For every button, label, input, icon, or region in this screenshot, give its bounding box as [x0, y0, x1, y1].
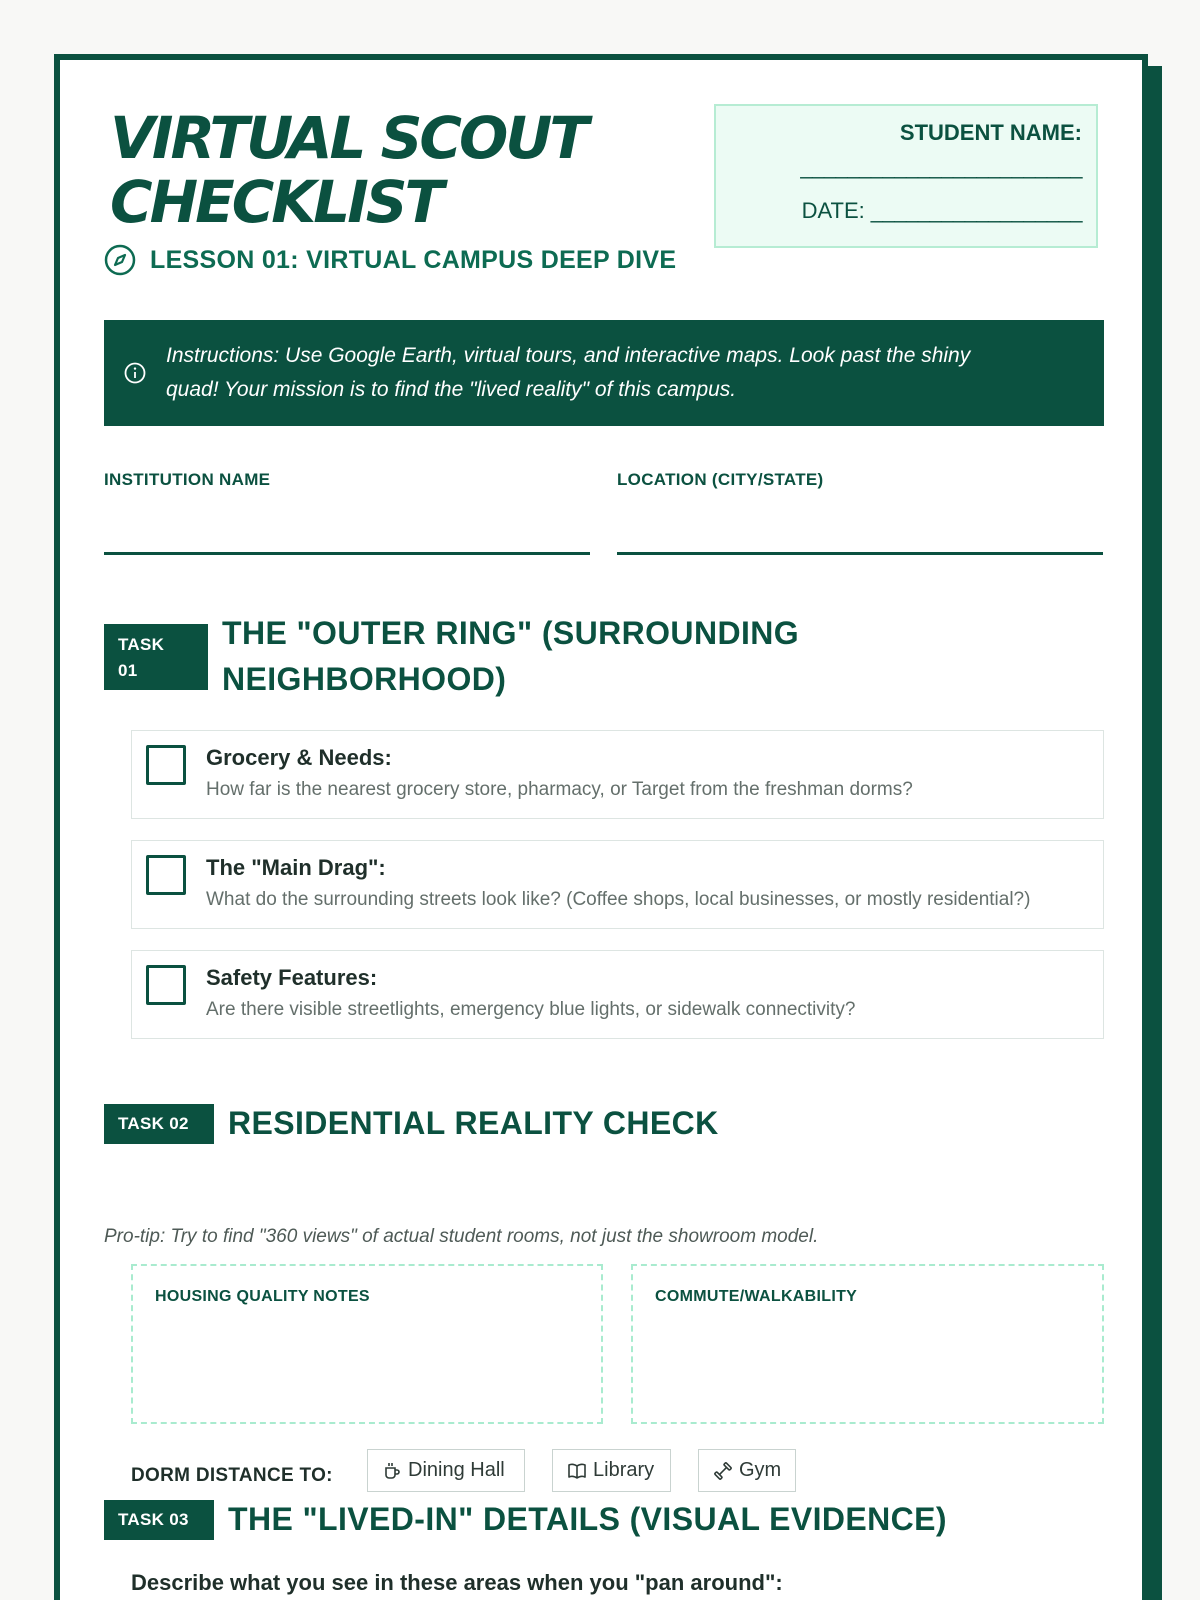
worksheet — [54, 54, 1148, 1600]
student-name-label: STUDENT NAME: — [899, 120, 1082, 145]
task-03-instruction: Describe what you see in these areas when you "pan around": — [131, 1570, 783, 1595]
task-01-badge-line-2: 01 — [118, 661, 138, 680]
location-label: LOCATION (CITY/STATE) — [617, 470, 824, 489]
checklist-item-grocery — [131, 730, 1104, 819]
chip-label: Dining Hall — [408, 1459, 505, 1481]
title-line-2: CHECKLIST — [110, 168, 442, 236]
dorm-distance-label: DORM DISTANCE TO: — [131, 1465, 333, 1486]
instructions-line-1: Instructions: Use Google Earth, virtual tours, and interactive maps. Look past the shiny — [166, 344, 971, 367]
institution-input-line[interactable] — [104, 552, 590, 555]
info-icon — [124, 362, 146, 384]
compass-icon — [104, 244, 136, 276]
coffee-cup-icon — [382, 1461, 402, 1481]
housing-quality-notes-box[interactable] — [131, 1264, 603, 1424]
location-input-line[interactable] — [617, 552, 1103, 555]
item-title: Safety Features: — [206, 965, 378, 990]
institution-label: INSTITUTION NAME — [104, 470, 271, 489]
chip-label: Gym — [739, 1459, 782, 1481]
instructions-line-2: quad! Your mission is to find the "lived reality" of this campus. — [166, 378, 737, 401]
task-01-badge — [104, 624, 208, 690]
chip-library[interactable] — [552, 1449, 671, 1492]
checkbox-safety[interactable] — [146, 965, 186, 1005]
page-title — [110, 106, 670, 234]
student-name-line: ________________________ — [800, 154, 1082, 179]
checklist-item-safety — [131, 950, 1104, 1039]
lesson-label: LESSON 01: VIRTUAL CAMPUS DEEP DIVE — [150, 245, 677, 274]
commute-walkability-box[interactable] — [631, 1264, 1104, 1424]
item-title: Grocery & Needs: — [206, 745, 392, 770]
date-line: __________________ — [870, 198, 1082, 223]
date-row[interactable] — [716, 190, 1082, 230]
instructions-banner — [104, 320, 1104, 426]
task-01-title — [222, 610, 799, 702]
item-description: Are there visible streetlights, emergency blue lights, or sidewalk connectivity? — [206, 999, 856, 1020]
item-description: How far is the nearest grocery store, pharmacy, or Target from the freshman dorms? — [206, 779, 913, 800]
student-name-row — [716, 120, 1082, 150]
checkbox-grocery[interactable] — [146, 745, 186, 785]
pro-tip: Pro-tip: Try to find "360 views" of actual student rooms, not just the showroom model. — [104, 1226, 819, 1247]
instructions-text — [166, 339, 970, 407]
dumbbell-icon — [713, 1461, 733, 1481]
student-name-field[interactable] — [716, 150, 1082, 190]
task-02-badge: TASK 02 — [104, 1104, 214, 1144]
book-icon — [567, 1461, 587, 1481]
housing-notes-label: HOUSING QUALITY NOTES — [155, 1288, 370, 1305]
chip-dining-hall[interactable] — [367, 1449, 525, 1492]
item-title: The "Main Drag": — [206, 855, 386, 880]
checklist-item-main-drag — [131, 840, 1104, 929]
task-03-badge: TASK 03 — [104, 1500, 214, 1540]
chip-label: Library — [593, 1459, 655, 1481]
student-info-box — [714, 104, 1098, 248]
task-03-title: THE "LIVED-IN" DETAILS (VISUAL EVIDENCE) — [228, 1501, 947, 1537]
task-02-title: RESIDENTIAL REALITY CHECK — [228, 1105, 719, 1141]
checkbox-main-drag[interactable] — [146, 855, 186, 895]
title-line-1: VIRTUAL SCOUT — [110, 104, 586, 172]
chip-gym[interactable] — [698, 1449, 796, 1492]
task-01-badge-line-1: TASK — [118, 635, 165, 654]
date-label: DATE: — [801, 198, 865, 223]
task-01-title-line-2: NEIGHBORHOOD) — [222, 661, 507, 697]
lesson-subtitle — [104, 244, 676, 276]
commute-label: COMMUTE/WALKABILITY — [655, 1288, 858, 1305]
item-description: What do the surrounding streets look like? (Coffee shops, local businesses, or mostly residential?) — [206, 889, 1031, 910]
task-01-title-line-1: THE "OUTER RING" (SURROUNDING — [222, 615, 800, 651]
